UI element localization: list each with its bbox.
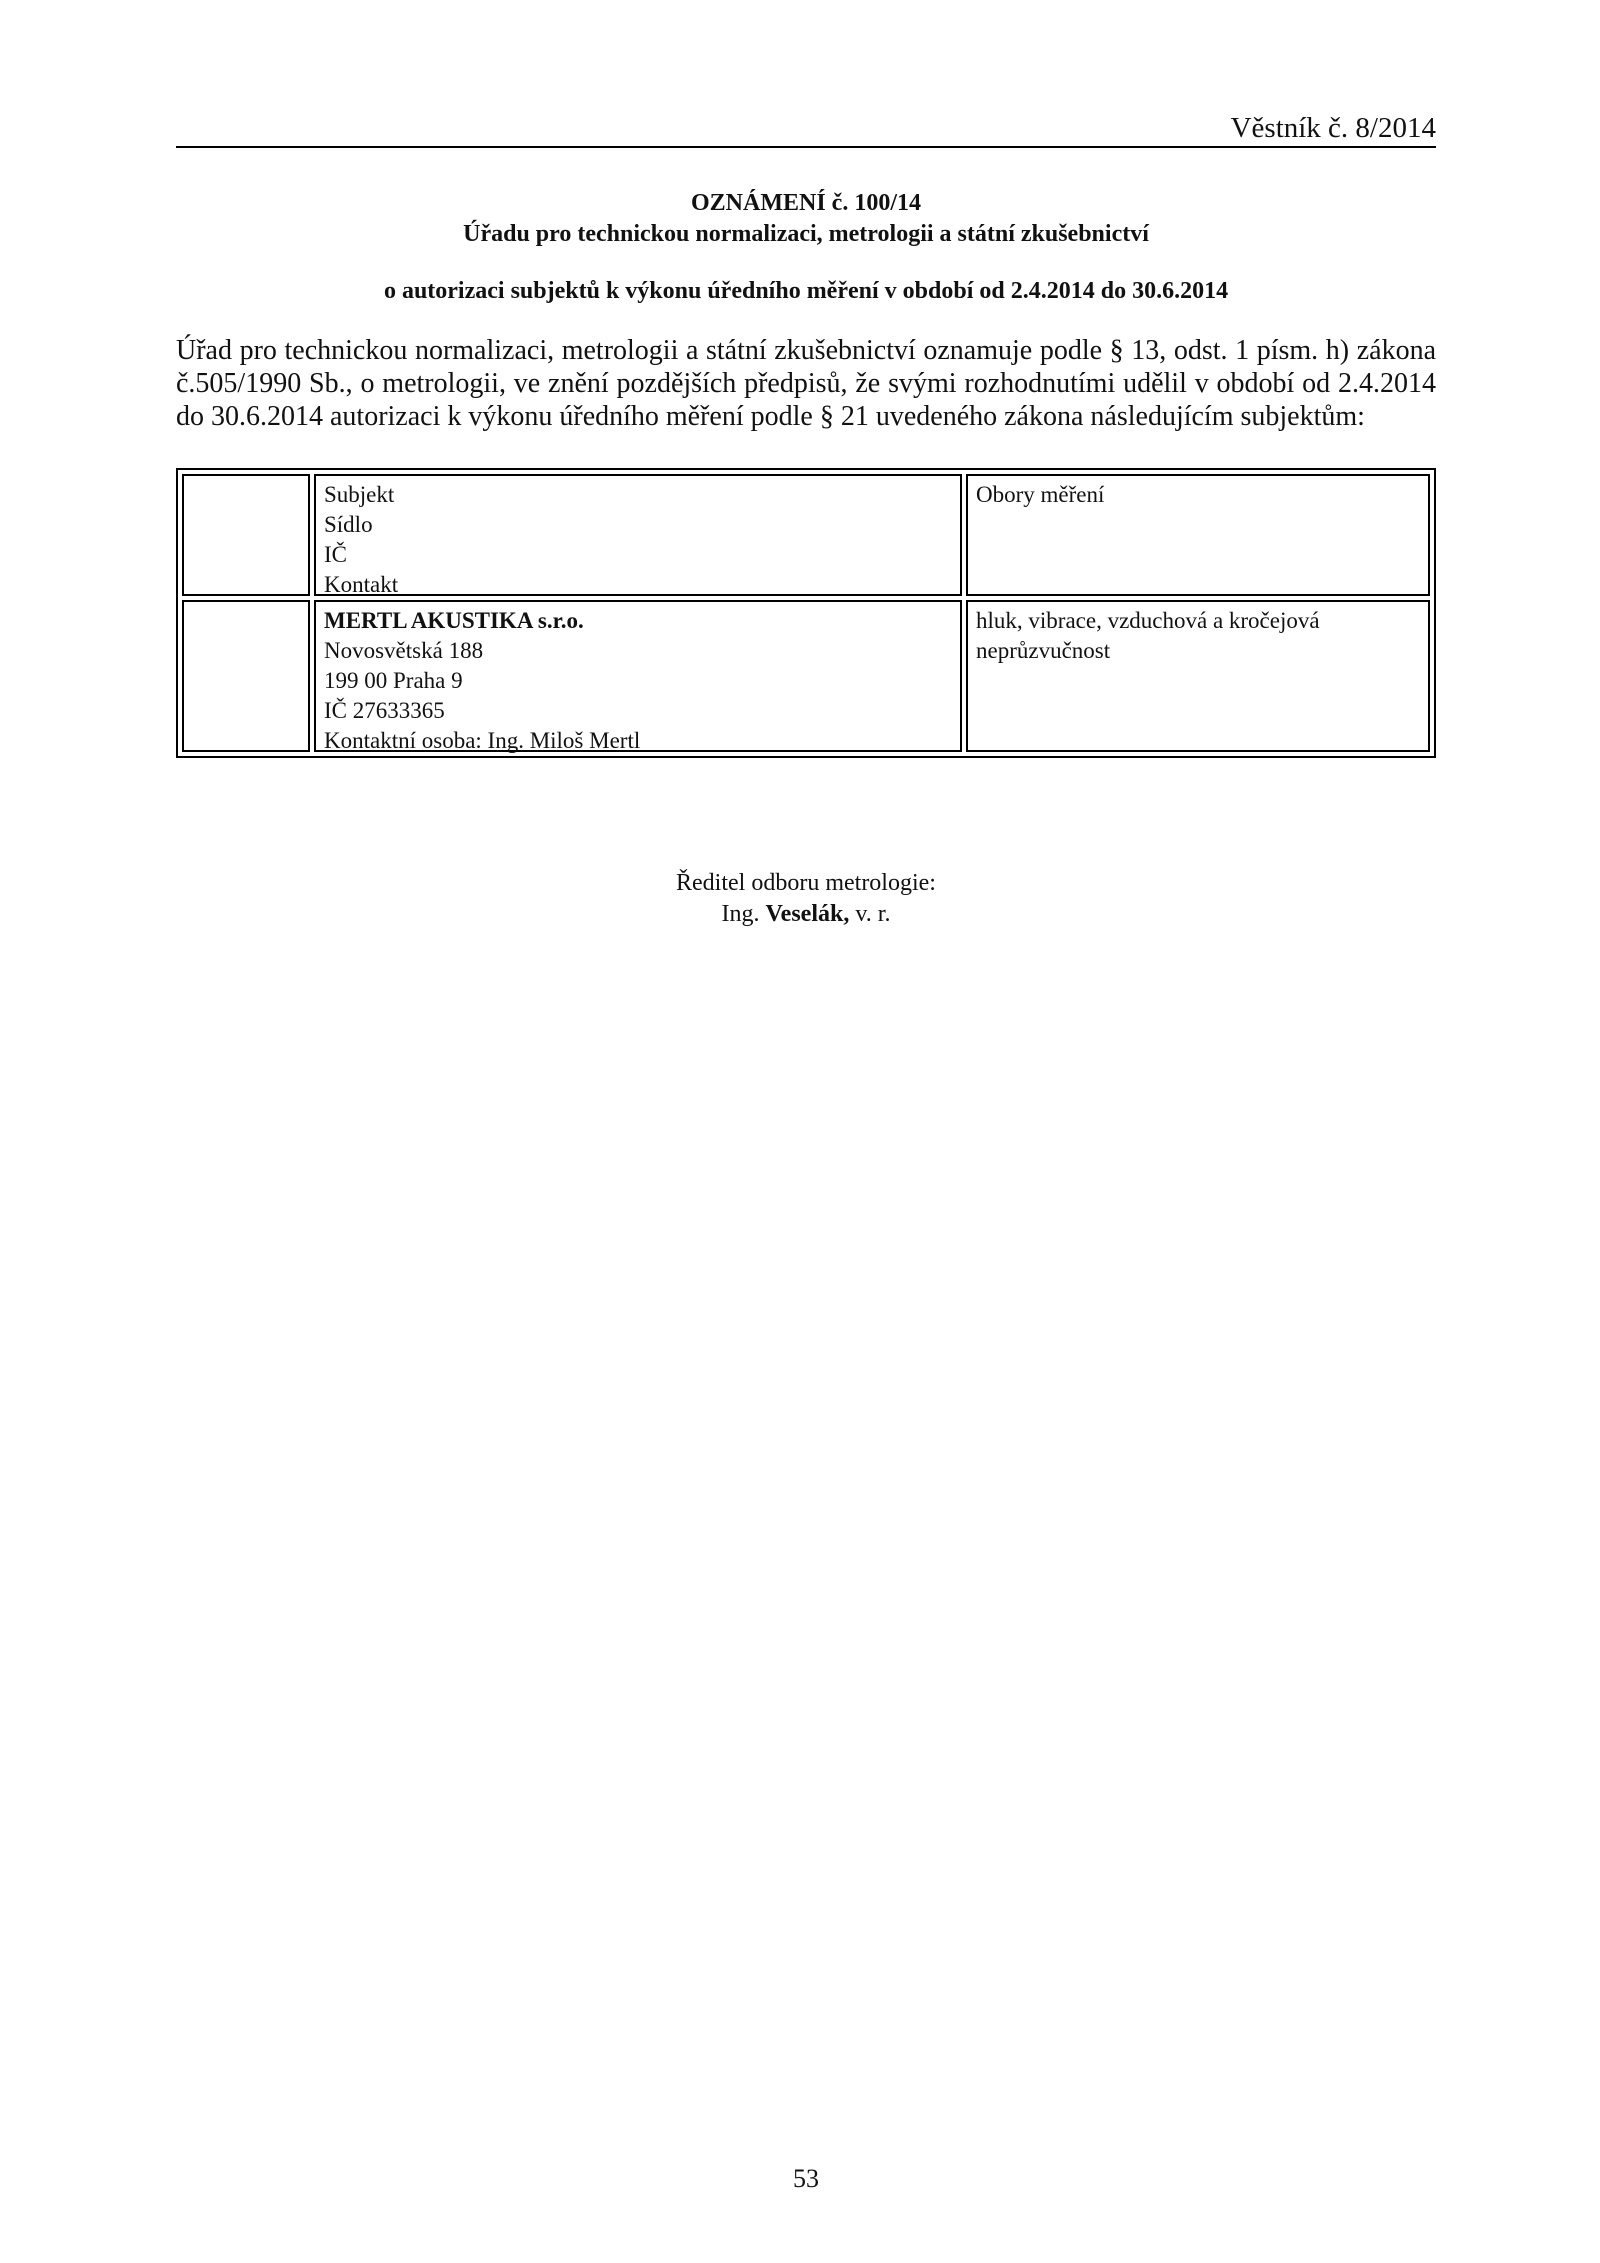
header-contact-label: Kontakt xyxy=(324,572,399,597)
page-number: 53 xyxy=(793,2164,819,2193)
announcement-number: OZNÁMENÍ č. 100/14 xyxy=(691,190,921,216)
row-index-cell xyxy=(182,600,310,752)
subject-contact: Kontaktní osoba: Ing. Miloš Mertl xyxy=(324,728,641,753)
header-ic-label: IČ xyxy=(324,542,347,567)
signature-prefix: Ing. xyxy=(721,901,760,927)
announcement-title xyxy=(176,188,1436,250)
signature-name-line xyxy=(176,899,1436,930)
announcement-body: Úřad pro technickou normalizaci, metrologii a státní zkušebnictví oznamuje podle § 13, odst. 1 písm. h) zákona č.505/1990 Sb., o metrologii, ve znění pozdějších předpisů, že svými rozhodnutími udělil v období od 2.4.2014 do 30.6.2014 autorizaci k výkonu úředního měření podle § 21 uvedeného zákona následujícím subjektům: xyxy=(176,335,1436,432)
subject-street: Novosvětská 188 xyxy=(324,638,484,663)
signature-suffix: v. r. xyxy=(855,901,891,927)
subject-city: 199 00 Praha 9 xyxy=(324,668,463,693)
announcement-subject: o autorizaci subjektů k výkonu úředního měření v období od 2.4.2014 do 30.6.2014 xyxy=(383,278,1229,304)
signature-block xyxy=(176,868,1436,930)
announcement-issuer: Úřadu pro technickou normalizaci, metrologii a státní zkušebnictví xyxy=(463,221,1149,247)
header-divider xyxy=(176,146,1436,148)
authorization-table xyxy=(176,468,1436,758)
signature-name: Veselák, xyxy=(765,901,850,927)
measurement-fields: hluk, vibrace, vzduchová a kročejová neprůzvučnost xyxy=(976,608,1320,663)
header-seat-label: Sídlo xyxy=(324,512,373,537)
row-fields-cell xyxy=(966,600,1430,752)
header-index-cell xyxy=(182,474,310,596)
subject-ic: IČ 27633365 xyxy=(324,698,445,723)
header-subject-label: Subjekt xyxy=(324,482,395,507)
row-subject-cell xyxy=(314,600,962,752)
subject-name: MERTL AKUSTIKA s.r.o. xyxy=(324,608,584,633)
signature-role: Ředitel odboru metrologie: xyxy=(676,870,936,896)
header-subject-cell xyxy=(314,474,962,596)
journal-issue: Věstník č. 8/2014 xyxy=(1230,112,1436,144)
header-fields-cell: Obory měření xyxy=(966,474,1430,596)
